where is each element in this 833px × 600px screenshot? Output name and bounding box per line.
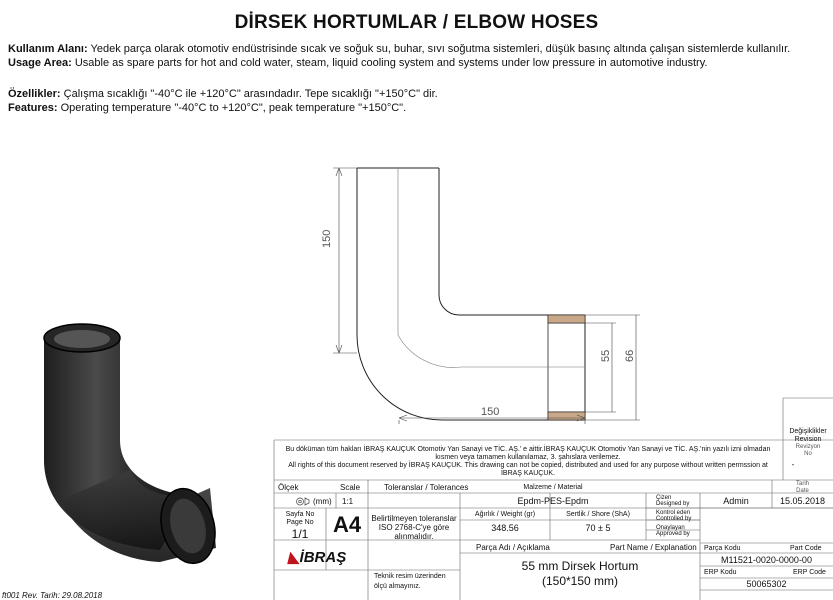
- hose-3d-render: [20, 310, 230, 590]
- page-no-header: Sayfa No Page No: [285, 511, 315, 526]
- controlled-by-label: Kontrol eden Controlled by: [656, 510, 692, 522]
- erp-code-label-en: ERP Code: [793, 569, 826, 576]
- material-label: Malzeme / Material: [523, 484, 583, 491]
- usage-area-tr-label: Kullanım Alanı:: [8, 43, 88, 55]
- features-tr-label: Özellikler:: [8, 88, 61, 100]
- erp-code-value: 50065302: [746, 579, 787, 589]
- tolerance-label: Toleranslar / Tolerances: [384, 483, 469, 492]
- scale-label-en: Scale: [340, 483, 361, 492]
- dim-height-label: 150: [321, 229, 333, 248]
- elbow-centerline: [398, 168, 585, 367]
- part-name-label-en: Part Name / Explanation: [610, 543, 697, 552]
- technical-note: Teknik resim üzerinden ölçü almayınız.: [374, 573, 446, 590]
- part-code-label-tr: Parça Kodu: [704, 545, 741, 552]
- page-no-value: 1/1: [291, 527, 309, 541]
- logo-mark-icon: ◣: [288, 549, 300, 566]
- weight-value: 348.56: [491, 523, 519, 533]
- material-value: Epdm-PES-Epdm: [517, 496, 589, 506]
- usage-area-en-label: Usage Area:: [8, 57, 72, 69]
- weight-label: Ağırlık / Weight (gr): [474, 511, 536, 518]
- part-name-line-2: (150*150 mm): [541, 574, 619, 588]
- date-header: Tarih Date: [795, 481, 809, 494]
- revision-label-tr: Değişiklikler: [789, 428, 827, 435]
- usage-area-en-text: Usable as spare parts for hot and cold water, steam, liquid cooling system and systems under low pressure in automotive industry.: [71, 57, 708, 69]
- usage-area-tr-text: Yedek parça olarak otomotiv endüstrisinde sıcak ve soğuk su, buhar, sıvı soğutma sistemleri, düşük basınç altında çalışan sistemlerde kullanılır.: [87, 43, 791, 55]
- company-logo: ◣İBRAŞ: [288, 549, 347, 566]
- features-en-label: Features:: [8, 102, 58, 114]
- approved-by-label: Onaylayan Approved by: [656, 525, 690, 537]
- designed-by-label: Çizen Designed by: [656, 495, 690, 507]
- design-date: 15.05.2018: [779, 496, 826, 506]
- paper-size: A4: [332, 512, 362, 537]
- dim-length-label: 150: [481, 406, 500, 418]
- elbow-inner-edge: [439, 168, 585, 315]
- revision-no-header: Revizyon No: [795, 444, 821, 457]
- revision-label-en: Revision: [794, 436, 822, 443]
- elbow-outer-edge: [357, 168, 585, 420]
- features-en-text: Operating temperature "-40°C to +120°C", peak temperature "+150°C".: [57, 102, 407, 114]
- revision-no-value: -: [791, 460, 795, 469]
- copyright-notice: [278, 446, 778, 478]
- designer-name: Admin: [723, 496, 749, 506]
- part-name-label-tr: Parça Adı / Açıklama: [476, 543, 550, 552]
- scale-value: 1:1: [342, 497, 354, 506]
- form-reference: ft001 Rev. Tarih: 29.08.2018: [2, 591, 103, 600]
- features-tr-text: Çalışma sıcaklığı "-40°C ile +120°C" arasındadır. Tepe sıcaklığı "+150°C" dir.: [60, 88, 438, 100]
- copyright-tr: Bu döküman tüm hakları İBRAŞ KAUÇUK Otomotiv Yan Sanayi ve TİC. AŞ.' e aittir.İBRAŞ KAUÇUK Otomotiv Yan Sanayi ve TİC. AŞ.'nin yazılı izni olmadan kısmen veya tamamen kullanılamaz, 3. şahıslara verilemez.: [285, 446, 771, 461]
- scale-label-tr: Ölçek: [278, 483, 299, 492]
- part-code-value: M11521-0020-0000-00: [721, 555, 812, 565]
- unit-label: (mm): [313, 497, 332, 506]
- document-title: DİRSEK HORTUMLAR / ELBOW HOSES: [234, 12, 599, 33]
- hardness-value: 70 ± 5: [585, 523, 611, 533]
- erp-code-label-tr: ERP Kodu: [704, 569, 737, 576]
- revision-header: [783, 428, 833, 444]
- part-name-line-1: 55 mm Dirsek Hortum: [521, 559, 639, 573]
- part-code-label-en: Part Code: [790, 545, 822, 552]
- copyright-en: All rights of this document reserved by İBRAŞ KAUÇUK. This drawing can not be copied, distributed and used for any purpose without written permssion at İBRAŞ KAUÇUK.: [288, 462, 768, 477]
- dim-outer-diameter-label: 66: [624, 349, 636, 362]
- tolerance-note: Belirtilmeyen toleranslar ISO 2768-C'ye göre alınmalıdır.: [371, 514, 457, 541]
- dim-inner-diameter-label: 55: [600, 349, 612, 362]
- projection-symbol: [296, 497, 310, 508]
- hardness-label: Sertlik / Shore (ShA): [566, 511, 630, 518]
